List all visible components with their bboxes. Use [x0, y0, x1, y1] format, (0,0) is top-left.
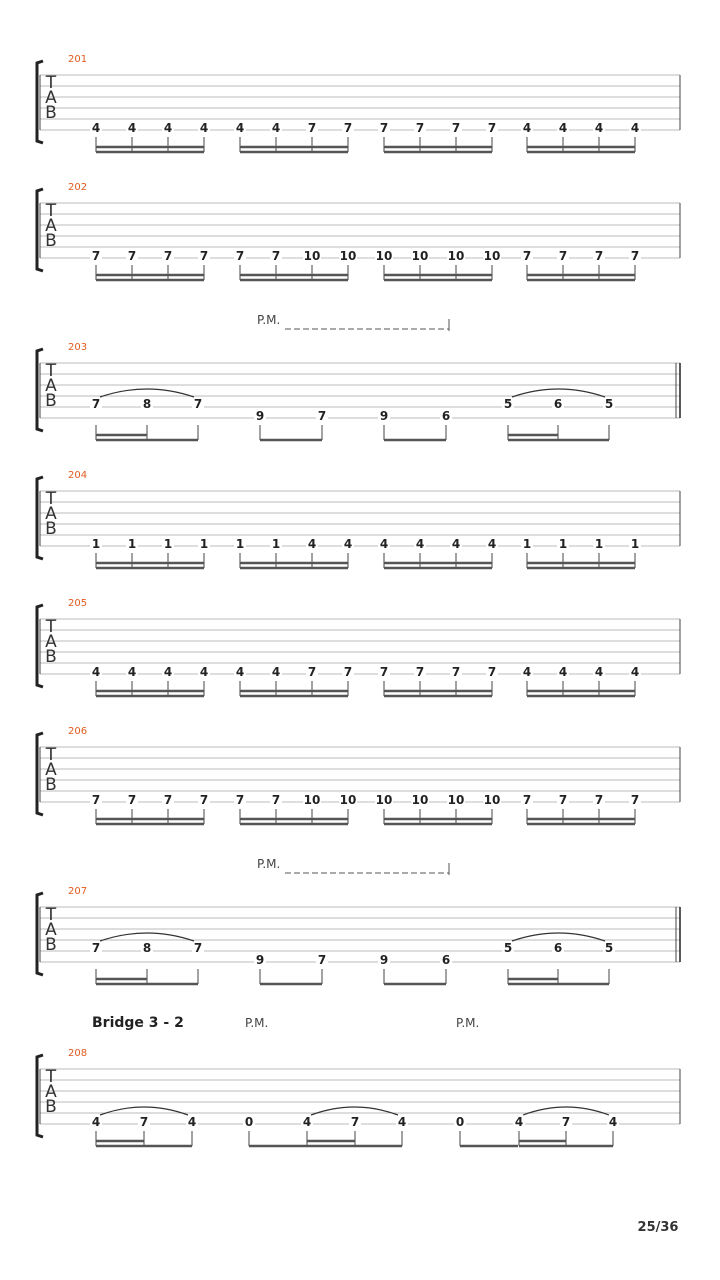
tab-letter: T — [45, 1067, 57, 1087]
page-number: 25/36 — [637, 1220, 679, 1235]
fret-number: 7 — [199, 249, 209, 263]
fret-number: 7 — [271, 793, 281, 807]
fret-number: 7 — [91, 249, 101, 263]
fret-number: 7 — [235, 249, 245, 263]
fret-number: 7 — [317, 409, 327, 423]
tab-letter: A — [45, 376, 57, 396]
fret-number: 4 — [199, 121, 209, 135]
tab-letter: B — [45, 935, 57, 955]
fret-number: 4 — [235, 121, 245, 135]
fret-number: 7 — [487, 121, 497, 135]
fret-number: 7 — [451, 665, 461, 679]
fret-number: 7 — [91, 793, 101, 807]
fret-number: 7 — [522, 793, 532, 807]
fret-number: 7 — [451, 121, 461, 135]
fret-number: 1 — [271, 537, 281, 551]
fret-number: 9 — [255, 409, 265, 423]
tab-letter: B — [45, 1097, 57, 1117]
fret-number: 4 — [522, 665, 532, 679]
tab-system — [37, 726, 680, 824]
slur — [523, 1107, 609, 1115]
tab-letter: T — [45, 489, 57, 509]
measure-number: 205 — [68, 598, 88, 609]
fret-number: 7 — [127, 249, 137, 263]
tab-letter: T — [45, 745, 57, 765]
fret-number: 10 — [411, 249, 429, 263]
fret-number: 4 — [271, 665, 281, 679]
fret-number: 4 — [163, 121, 173, 135]
measure-number: 208 — [68, 1048, 88, 1059]
tab-letter: T — [45, 201, 57, 221]
fret-number: 10 — [483, 793, 501, 807]
fret-number: 1 — [199, 537, 209, 551]
fret-number: 7 — [415, 121, 425, 135]
tab-system — [37, 313, 680, 440]
fret-number: 7 — [235, 793, 245, 807]
fret-number: 4 — [187, 1115, 197, 1129]
fret-number: 1 — [594, 537, 604, 551]
fret-number: 7 — [415, 665, 425, 679]
fret-number: 6 — [553, 941, 563, 955]
palm-mute-label: P.M. — [257, 857, 281, 871]
tab-system — [37, 1015, 680, 1146]
tab-letter: T — [45, 905, 57, 925]
fret-number: 7 — [343, 121, 353, 135]
fret-number: 4 — [91, 121, 101, 135]
fret-number: 4 — [594, 121, 604, 135]
tab-letter: B — [45, 519, 57, 539]
fret-number: 10 — [303, 249, 321, 263]
fret-number: 9 — [379, 953, 389, 967]
fret-number: 10 — [411, 793, 429, 807]
fret-number: 4 — [307, 537, 317, 551]
fret-number: 4 — [415, 537, 425, 551]
tab-letter: A — [45, 216, 57, 236]
fret-number: 4 — [558, 121, 568, 135]
fret-number: 5 — [604, 941, 614, 955]
fret-number: 7 — [307, 665, 317, 679]
fret-number: 4 — [343, 537, 353, 551]
fret-number: 4 — [199, 665, 209, 679]
fret-number: 4 — [522, 121, 532, 135]
fret-number: 5 — [503, 397, 513, 411]
fret-number: 7 — [317, 953, 327, 967]
fret-number: 8 — [142, 397, 152, 411]
fret-number: 9 — [379, 409, 389, 423]
tab-system — [37, 598, 680, 696]
palm-mute-label: P.M. — [245, 1016, 269, 1030]
tab-letter: T — [45, 73, 57, 93]
fret-number: 10 — [339, 793, 357, 807]
fret-number: 7 — [350, 1115, 360, 1129]
fret-number: 7 — [558, 249, 568, 263]
fret-number: 7 — [271, 249, 281, 263]
tab-letter: A — [45, 760, 57, 780]
fret-number: 4 — [91, 1115, 101, 1129]
fret-number: 7 — [91, 941, 101, 955]
fret-number: 4 — [487, 537, 497, 551]
fret-number: 7 — [379, 121, 389, 135]
section-label: Bridge 3 - 2 — [92, 1015, 184, 1031]
fret-number: 10 — [303, 793, 321, 807]
fret-number: 5 — [604, 397, 614, 411]
fret-number: 0 — [455, 1115, 465, 1129]
fret-number: 10 — [375, 793, 393, 807]
tab-system — [37, 54, 680, 152]
fret-number: 4 — [630, 121, 640, 135]
fret-number: 7 — [199, 793, 209, 807]
fret-number: 6 — [553, 397, 563, 411]
fret-number: 7 — [139, 1115, 149, 1129]
fret-number: 1 — [163, 537, 173, 551]
tab-letter: B — [45, 103, 57, 123]
tab-letter: B — [45, 391, 57, 411]
fret-number: 4 — [514, 1115, 524, 1129]
tab-letter: T — [45, 361, 57, 381]
fret-number: 4 — [127, 121, 137, 135]
fret-number: 4 — [630, 665, 640, 679]
fret-number: 4 — [163, 665, 173, 679]
tab-letter: B — [45, 231, 57, 251]
fret-number: 7 — [487, 665, 497, 679]
fret-number: 7 — [630, 249, 640, 263]
fret-number: 7 — [558, 793, 568, 807]
tab-letter: B — [45, 647, 57, 667]
fret-number: 4 — [608, 1115, 618, 1129]
fret-number: 7 — [193, 397, 203, 411]
fret-number: 7 — [379, 665, 389, 679]
tab-letter: T — [45, 617, 57, 637]
fret-number: 8 — [142, 941, 152, 955]
fret-number: 5 — [503, 941, 513, 955]
fret-number: 10 — [447, 793, 465, 807]
fret-number: 6 — [441, 409, 451, 423]
fret-number: 4 — [127, 665, 137, 679]
fret-number: 1 — [235, 537, 245, 551]
measure-number: 203 — [68, 342, 88, 353]
fret-number: 1 — [127, 537, 137, 551]
fret-number: 6 — [441, 953, 451, 967]
fret-number: 4 — [379, 537, 389, 551]
tab-letter: A — [45, 88, 57, 108]
tab-letter: A — [45, 632, 57, 652]
tab-letter: A — [45, 1082, 57, 1102]
fret-number: 4 — [397, 1115, 407, 1129]
measure-number: 202 — [68, 182, 88, 193]
fret-number: 10 — [339, 249, 357, 263]
fret-number: 10 — [447, 249, 465, 263]
palm-mute-label: P.M. — [257, 313, 281, 327]
fret-number: 1 — [558, 537, 568, 551]
fret-number: 7 — [561, 1115, 571, 1129]
fret-number: 7 — [630, 793, 640, 807]
slur — [100, 1107, 188, 1115]
fret-number: 7 — [307, 121, 317, 135]
fret-number: 7 — [522, 249, 532, 263]
measure-number: 204 — [68, 470, 88, 481]
palm-mute-label: P.M. — [456, 1016, 480, 1030]
fret-number: 1 — [630, 537, 640, 551]
fret-number: 7 — [343, 665, 353, 679]
fret-number: 4 — [271, 121, 281, 135]
measure-number: 206 — [68, 726, 88, 737]
fret-number: 4 — [451, 537, 461, 551]
slur — [311, 1107, 398, 1115]
fret-number: 10 — [375, 249, 393, 263]
tab-letter: A — [45, 920, 57, 940]
fret-number: 1 — [522, 537, 532, 551]
fret-number: 7 — [163, 249, 173, 263]
fret-number: 4 — [91, 665, 101, 679]
fret-number: 7 — [193, 941, 203, 955]
tab-system — [37, 182, 680, 280]
fret-number: 7 — [127, 793, 137, 807]
fret-number: 1 — [91, 537, 101, 551]
fret-number: 7 — [91, 397, 101, 411]
measure-number: 207 — [68, 886, 88, 897]
fret-number: 4 — [594, 665, 604, 679]
fret-number: 4 — [302, 1115, 312, 1129]
fret-number: 4 — [235, 665, 245, 679]
fret-number: 7 — [163, 793, 173, 807]
fret-number: 7 — [594, 793, 604, 807]
tab-letter: A — [45, 504, 57, 524]
fret-number: 9 — [255, 953, 265, 967]
fret-number: 0 — [244, 1115, 254, 1129]
measure-number: 201 — [68, 54, 88, 65]
tab-letter: B — [45, 775, 57, 795]
tab-system — [37, 470, 680, 568]
tab-system — [37, 857, 680, 984]
fret-number: 10 — [483, 249, 501, 263]
fret-number: 7 — [594, 249, 604, 263]
fret-number: 4 — [558, 665, 568, 679]
